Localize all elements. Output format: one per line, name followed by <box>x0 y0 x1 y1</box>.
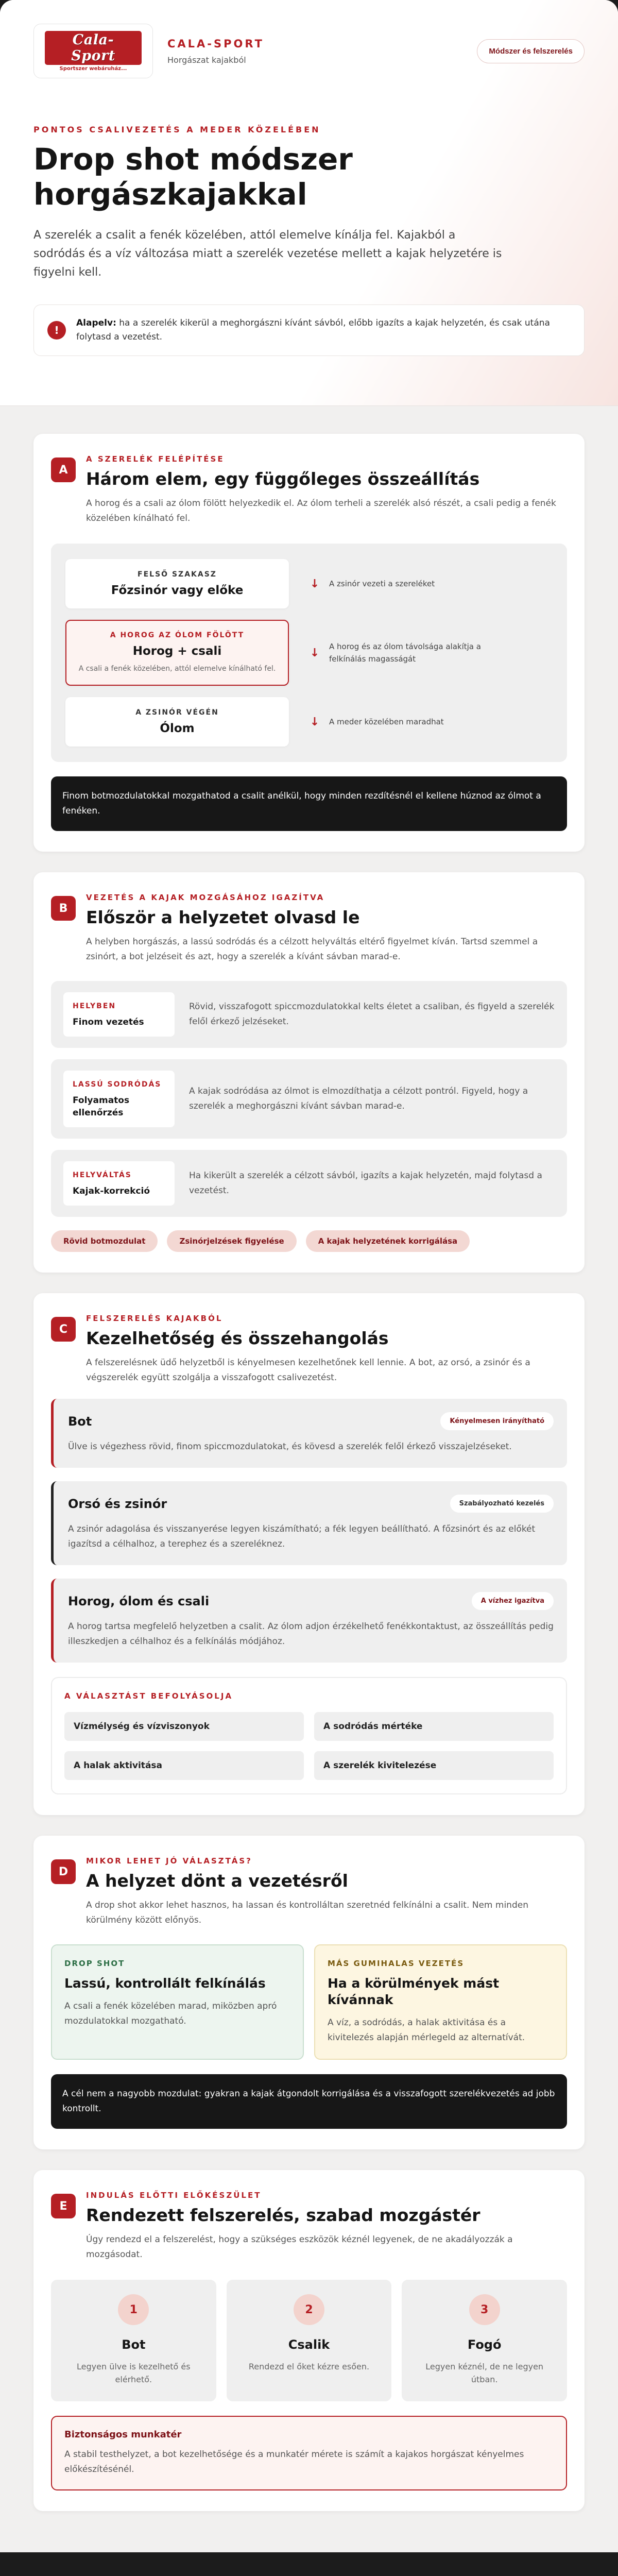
brand-text <box>167 38 264 65</box>
safety-text: A stabil testhelyzet, a bot kezelhetősége és a munkatér mérete is számít a kajakos horgászat kényelmes előkészítésénél. <box>64 2449 524 2475</box>
step-title: Bot <box>122 2337 146 2352</box>
step-title: Fogó <box>467 2337 502 2352</box>
factors-title: A VÁLASZTÁST BEFOLYÁSOLJA <box>64 1691 233 1701</box>
situation-label: HELYVÁLTÁS <box>73 1171 132 1179</box>
rig-side-note: A horog és az ólom távolsága alakítja a felkínálás magasságát <box>329 642 481 664</box>
logo-slogan: Sportszer webáruház... <box>59 65 127 72</box>
section-badge: C <box>51 1317 76 1342</box>
section-eyebrow: VEZETÉS A KAJAK MOZGÁSÁHOZ IGAZÍTVA <box>86 893 325 902</box>
rig-row <box>65 697 553 747</box>
situation-tag <box>63 992 175 1037</box>
gear-tag: Kényelmesen irányítható <box>440 1412 554 1430</box>
section-desc: A horog és a csali az ólom fölött helyezkedik el. Az ólom terheli a szerelék alsó részét, a csali pedig a fenék közelében kínálható fel. <box>86 498 556 523</box>
section-desc: A drop shot akkor lehet hasznos, ha lassan és kontrolláltan szeretnéd felkínálni a csalit. Nem minden körülmény között előnyös. <box>86 1900 528 1925</box>
situation-title: Finom vezetés <box>73 1017 144 1027</box>
gear-card-reel <box>51 1481 567 1565</box>
section-c-heading <box>86 1314 560 1385</box>
situation-text: A kajak sodródása az ólmot is elmozdíthatja a célzott pontról. Figyeld, hogy a szerelék a meghorgászni kívánt sávban marad-e. <box>189 1086 528 1111</box>
step-text: Legyen kéznél, de ne legyen útban. <box>425 2362 544 2384</box>
step-number: 2 <box>294 2294 324 2325</box>
method-gear-button[interactable]: Módszer és felszerelés <box>477 39 585 63</box>
gear-card-header <box>68 1495 554 1513</box>
arrow-down-icon: ↓ <box>310 715 320 728</box>
safety-callout <box>51 2416 567 2490</box>
brand <box>33 24 264 78</box>
hero <box>0 0 618 406</box>
gear-text: Ülve is végezhess rövid, finom spiccmozdulatokat, és kövesd a szerelék felől érkező visszajelzéseket. <box>68 1442 512 1452</box>
comparison-title: Lassú, kontrollált felkínálás <box>64 1976 266 1991</box>
rig-row <box>65 559 553 608</box>
comparison-text: A víz, a sodródás, a halak aktivitása és a kivitelezés alapján mérlegeld az alternatívát. <box>328 2018 525 2043</box>
section-b <box>33 872 585 1273</box>
step-title: Csalik <box>288 2337 330 2352</box>
rig-stack <box>51 544 567 762</box>
gear-text: A horog tartsa megfelelő helyzetben a csalit. Az ólom adjon érzékelhető fenékkontaktust, az összeállítás pedig illeszkedjen a célhalhoz és a felkínálás módjához. <box>68 1621 554 1647</box>
comparison-text: A csali a fenék közelében marad, miközben apró mozdulatokkal mozgatható. <box>64 2001 277 2026</box>
section-desc: Úgy rendezd el a felszerelést, hogy a szükséges eszközök kéznél legyenek, de ne akadályozzák a mozgásodat. <box>86 2234 513 2260</box>
hero-eyebrow: PONTOS CSALIVEZETÉS A MEDER KÖZELÉBEN <box>33 125 321 134</box>
section-title: Három elem, egy függőleges összeállítás <box>86 469 480 489</box>
section-e-heading <box>86 2191 560 2262</box>
situation-tag <box>63 1161 175 1206</box>
gear-tag: Szabályozható kezelés <box>450 1495 554 1513</box>
chip-list <box>51 1230 567 1252</box>
footer <box>0 2552 618 2576</box>
rig-box-value: Főzsinór vagy előke <box>111 584 244 597</box>
section-a-heading <box>86 454 560 526</box>
gear-title: Bot <box>68 1414 92 1429</box>
factor-grid <box>64 1712 554 1780</box>
section-e-header <box>51 2191 567 2262</box>
factor-item: A sodródás mértéke <box>314 1712 554 1741</box>
rig-row <box>65 620 553 686</box>
situation-title: Folyamatos ellenőrzés <box>73 1095 130 1118</box>
page-title: Drop shot módszer horgászkajakkal <box>33 142 353 212</box>
comparison <box>51 1944 567 2060</box>
section-d-header <box>51 1856 567 1928</box>
gear-card-rod <box>51 1399 567 1468</box>
rig-box-weight <box>65 697 289 747</box>
gear-text: A zsinór adagolása és visszanyerése legyen kiszámítható; a fék legyen beállítható. A főzsinórt és az előkét igazítsd a célhalhoz, a terephez és a szereléknez. <box>68 1524 536 1549</box>
rig-side-note: A meder közelében maradhat <box>329 717 444 726</box>
step-number: 3 <box>469 2294 500 2325</box>
brand-subtitle: Horgászat kajakból <box>167 55 246 65</box>
situation-text: Ha kikerült a szerelék a célzott sávból, igazíts a kajak helyzetén, majd folytasd a vezetést. <box>189 1171 542 1196</box>
situation-label: HELYBEN <box>73 1002 116 1010</box>
gear-title: Orsó és zsinór <box>68 1496 167 1511</box>
gear-tag: A vízhez igazítva <box>472 1592 554 1610</box>
comparison-title: Ha a körülmények mást kívánnak <box>328 1976 500 2007</box>
factor-item: A szerelék kivitelezése <box>314 1751 554 1780</box>
prep-step <box>51 2280 216 2401</box>
situation-title: Kajak-korrekció <box>73 1186 150 1196</box>
comparison-eyebrow: MÁS GUMIHALAS VEZETÉS <box>328 1959 465 1968</box>
rig-box-note: A csali a fenék közelében, attól elemelve kínálható fel. <box>78 665 276 673</box>
comparison-eyebrow: DROP SHOT <box>64 1959 125 1968</box>
rig-box-label: A HOROG AZ ÓLOM FÖLÖTT <box>110 631 245 639</box>
gear-title: Horog, ólom és csali <box>68 1594 210 1608</box>
chip: Zsinórjelzések figyelése <box>167 1230 296 1252</box>
section-e <box>33 2170 585 2511</box>
gear-card-header <box>68 1412 554 1430</box>
section-c-header <box>51 1314 567 1385</box>
gear-card-terminal <box>51 1579 567 1663</box>
rig-box-value: Ólom <box>160 722 195 735</box>
step-text: Rendezd el őket kézre esően. <box>248 2362 370 2371</box>
section-a-header <box>51 454 567 526</box>
section-desc: A helyben horgászás, a lassú sodródás és a célzott helyváltás eltérő figyelmet kíván. Tartsd szemmel a zsinórt, a bot jelzéseit és azt, hogy a szerelék a kívánt sávban marad-e. <box>86 937 538 962</box>
logo-wordmark: Cala-Sport <box>45 31 142 65</box>
safety-title: Biztonságos munkatér <box>64 2429 182 2440</box>
rig-box-hook <box>65 620 289 686</box>
section-title: Rendezett felszerelés, szabad mozgástér <box>86 2205 480 2225</box>
logo[interactable] <box>33 24 153 78</box>
arrow-down-icon: ↓ <box>310 577 320 590</box>
section-d-heading <box>86 1856 560 1928</box>
situation-tag <box>63 1071 175 1127</box>
section-eyebrow: INDULÁS ELŐTTI ELŐKÉSZÜLET <box>86 2191 262 2200</box>
situation-row <box>51 981 567 1048</box>
prep-steps <box>51 2280 567 2401</box>
section-badge: D <box>51 1859 76 1884</box>
dark-note: Finom botmozdulatokkal mozgathatod a csalit anélkül, hogy minden rezdítésnél el kellene húznod az ólmot a fenéken. <box>51 776 567 831</box>
rig-side-note: A zsinór vezeti a szereléket <box>329 579 435 588</box>
dark-note: A cél nem a nagyobb mozdulat: gyakran a kajak átgondolt korrigálása és a visszafogott szerelékvezetés ad jobb kontrollt. <box>51 2074 567 2129</box>
gear-card-header <box>68 1592 554 1610</box>
topbar <box>33 24 585 78</box>
situation-text: Rövid, visszafogott spiccmozdulatokkal kelts életet a csaliban, és figyeld a szerelék felől érkező jelzéseket. <box>189 1002 555 1027</box>
principle-text <box>76 316 571 344</box>
comparison-drop-shot <box>51 1944 304 2060</box>
hero-lead: A szerelék a csalit a fenék közelében, attól elemelve kínálja fel. Kajakból a sodródás és a víz változása miatt a szerelék vezetése mellett a kajak helyzetére is figyelni kell. <box>33 229 502 279</box>
principle-callout <box>33 304 585 356</box>
section-a <box>33 434 585 852</box>
situation-label: LASSÚ SODRÓDÁS <box>73 1080 162 1089</box>
section-d <box>33 1836 585 2149</box>
rig-box-label: FELSŐ SZAKASZ <box>138 570 217 579</box>
section-eyebrow: A SZERELÉK FELÉPÍTÉSE <box>86 454 225 464</box>
chip: Rövid botmozdulat <box>51 1230 158 1252</box>
comparison-alternative <box>314 1944 567 2060</box>
situation-row <box>51 1059 567 1139</box>
section-title: Kezelhetőség és összehangolás <box>86 1328 389 1348</box>
chip: A kajak helyzetének korrigálása <box>306 1230 470 1252</box>
situation-list <box>51 981 567 1217</box>
section-title: A helyzet dönt a vezetésről <box>86 1871 348 1891</box>
prep-step <box>227 2280 392 2401</box>
rig-box-label: A ZSINÓR VÉGÉN <box>135 708 219 717</box>
principle-body: ha a szerelék kikerül a meghorgászni kívánt sávból, előbb igazíts a kajak helyzetén, és csak utána folytasd a vezetést. <box>76 318 550 342</box>
section-b-heading <box>86 893 560 964</box>
factor-item: A halak aktivitása <box>64 1751 304 1780</box>
logo-inner <box>45 31 142 72</box>
factor-item: Vízmélység és vízviszonyok <box>64 1712 304 1741</box>
rig-box-main-line <box>65 559 289 608</box>
brand-name: CALA-SPORT <box>167 37 264 50</box>
principle-label: Alapelv: <box>76 318 116 328</box>
step-number: 1 <box>118 2294 149 2325</box>
section-eyebrow: FELSZERELÉS KAJAKBÓL <box>86 1314 223 1323</box>
section-b-header <box>51 893 567 964</box>
section-badge: B <box>51 896 76 921</box>
rig-box-value: Horog + csali <box>132 645 222 658</box>
factors-box <box>51 1677 567 1794</box>
main-content <box>0 406 618 2552</box>
section-badge: A <box>51 457 76 482</box>
prep-step <box>402 2280 567 2401</box>
section-badge: E <box>51 2194 76 2218</box>
situation-row <box>51 1150 567 1217</box>
arrow-down-icon: ↓ <box>310 646 320 659</box>
section-desc: A felszerelésnek üdő helyzetből is kényelmesen kezelhetőnek kell lennie. A bot, az orsó, a zsinór és a végszerelék együtt szolgálja a visszafogott csalivezetést. <box>86 1358 530 1383</box>
section-c <box>33 1293 585 1815</box>
step-text: Legyen ülve is kezelhető és elérhető. <box>77 2362 191 2384</box>
exclamation-icon: ! <box>47 321 66 340</box>
section-title: Először a helyzetet olvasd le <box>86 907 360 927</box>
section-eyebrow: MIKOR LEHET JÓ VÁLASZTÁS? <box>86 1856 252 1866</box>
